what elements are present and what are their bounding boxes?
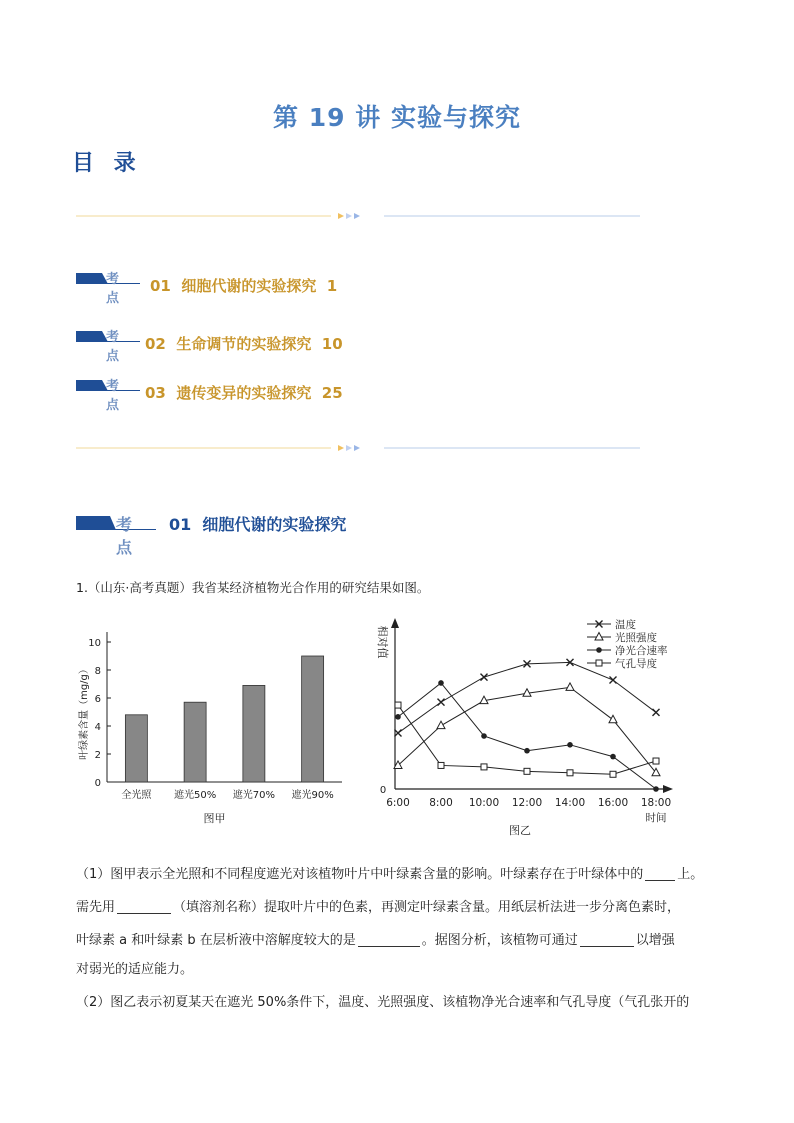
toc-entry-2-text: 02 生命调节的实验探究 10 [145, 335, 343, 353]
bar [302, 656, 324, 782]
chart-title: 图甲 [203, 812, 226, 825]
x-tick-label: 10:00 [468, 797, 500, 809]
bar [243, 685, 265, 782]
origin-label: 0 [379, 785, 387, 796]
data-point [653, 758, 659, 764]
chart-b [355, 612, 675, 842]
legend-label: 温度 [615, 619, 636, 631]
y-tick-label: 0 [94, 778, 101, 789]
series-square [395, 702, 659, 777]
paragraph-2-line-1: （2）图乙表示初夏某天在遮光 50%条件下，温度、光照强度、该植物净光合速率和气孔导度（气孔张开的 [76, 995, 690, 1010]
x-tick-label: 遮光90% [291, 790, 334, 801]
y-tick-label: 2 [94, 750, 101, 761]
y-tick-label: 10 [88, 638, 101, 649]
x-tick-label: 遮光70% [232, 790, 275, 801]
x-tick-label: 遮光50% [174, 790, 217, 801]
data-point [395, 702, 401, 708]
answer-blank-1[interactable] [645, 866, 675, 881]
toc-heading: 目 录 [72, 151, 142, 176]
y-tick-label: 4 [94, 722, 101, 733]
x-tick-label: 6:00 [386, 797, 410, 809]
x-tick-label: 16:00 [597, 797, 629, 809]
y-axis-label: 相对值 [376, 625, 389, 659]
divider-top [76, 211, 640, 221]
divider-bottom [76, 443, 640, 453]
data-point [595, 633, 603, 641]
answer-blank-3[interactable] [358, 932, 420, 947]
toc-entry-1-text: 01 细胞代谢的实验探究 1 [150, 277, 338, 295]
series-x [395, 659, 660, 737]
x-tick-label: 8:00 [429, 797, 453, 809]
tag-label: 考点 [116, 515, 133, 557]
chart-a [70, 620, 350, 835]
legend [587, 618, 668, 670]
tag-label: 考点 [106, 330, 120, 364]
data-point [596, 660, 602, 666]
x-tick-label: 全光照 [121, 790, 152, 801]
x-tick-label: 14:00 [554, 797, 586, 809]
data-point [438, 699, 445, 706]
answer-blank-4[interactable] [580, 932, 634, 947]
data-point [438, 680, 444, 686]
y-axis-arrow [391, 618, 399, 628]
data-point [567, 742, 573, 748]
tag-label: 考点 [106, 379, 120, 413]
x-axis-label: 时间 [645, 812, 667, 824]
data-point [566, 683, 574, 691]
data-point [610, 677, 617, 684]
bar [184, 702, 206, 782]
bar [125, 715, 147, 782]
legend-label: 气孔导度 [615, 658, 657, 670]
toc-entry-3-text: 03 遗传变异的实验探究 25 [145, 384, 343, 402]
data-point [610, 771, 616, 777]
data-point [596, 647, 602, 653]
legend-label: 光照强度 [615, 632, 657, 644]
series-dot [395, 680, 659, 792]
answer-blank-2[interactable] [117, 899, 171, 914]
data-point [653, 786, 659, 792]
data-point [524, 768, 530, 774]
page-title: 第 19 讲 实验与探究 [273, 103, 521, 132]
paragraph-1-line-2: 需先用 （填溶剂名称）提取叶片中的色素，再测定叶绿素含量。用纸层析法进一步分离色素时， [76, 900, 681, 915]
data-point [653, 709, 660, 716]
series-line [398, 705, 656, 774]
data-point [395, 714, 401, 720]
data-point [481, 764, 487, 770]
data-point [524, 748, 530, 754]
chart-title: 图乙 [509, 824, 531, 837]
x-tick-label: 12:00 [511, 797, 543, 809]
x-tick-label: 18:00 [640, 797, 672, 809]
paragraph-1-line-4: 对弱光的适应能力。 [76, 962, 194, 977]
data-point [481, 733, 487, 739]
data-point [567, 770, 573, 776]
legend-label: 净光合速率 [615, 645, 668, 657]
y-axis-label: 叶绿素含量（mg/g） [79, 664, 90, 760]
x-axis-arrow [663, 785, 673, 793]
paragraph-1-line-3: 叶绿素 a 和叶绿素 b 在层析液中溶解度较大的是 。据图分析，该植物可通过 以增强 [76, 933, 675, 948]
y-tick-label: 6 [94, 694, 101, 705]
question-intro: 1.（山东·高考真题）我省某经济植物光合作用的研究结果如图。 [76, 580, 430, 595]
data-point [609, 715, 617, 723]
data-point [437, 721, 445, 729]
y-tick-label: 8 [94, 666, 101, 677]
paragraph-1-line-1: （1）图甲表示全光照和不同程度遮光对该植物叶片中叶绿素含量的影响。叶绿素存在于叶绿体中的 上。 [76, 867, 704, 882]
section-title: 01 细胞代谢的实验探究 [169, 515, 347, 534]
data-point [438, 762, 444, 768]
data-point [610, 754, 616, 760]
tag-label: 考点 [106, 272, 120, 306]
data-point [481, 674, 488, 681]
